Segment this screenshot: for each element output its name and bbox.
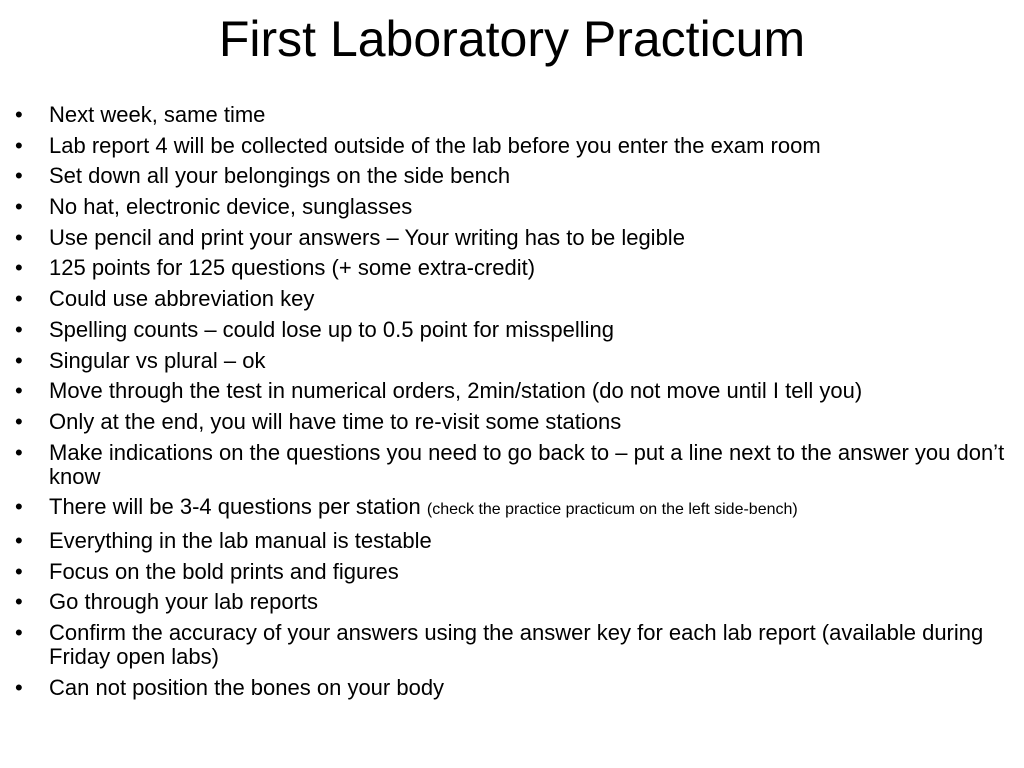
- bullet-icon: •: [15, 674, 23, 700]
- slide-title: First Laboratory Practicum: [218, 11, 806, 67]
- bullet-icon: •: [15, 347, 23, 373]
- bullet-list: [15, 103, 1010, 706]
- bullet-text: Next week, same time: [49, 102, 266, 127]
- bullet-item: [15, 621, 1010, 669]
- bullet-text: Confirm the accuracy of your answers using the answer key for each lab report (available during Friday open labs): [49, 620, 984, 669]
- bullet-icon: •: [15, 132, 23, 158]
- bullet-icon: •: [15, 224, 23, 250]
- bullet-text: 125 points for 125 questions (+ some extra-credit): [49, 255, 536, 281]
- bullet-text: There will be 3-4 questions per station: [49, 494, 427, 520]
- bullet-text: Singular vs plural – ok: [49, 347, 266, 373]
- bullet-item: [15, 441, 1010, 489]
- bullet-item: [15, 529, 1010, 553]
- bullet-icon: •: [15, 163, 23, 189]
- bullet-icon: •: [15, 494, 23, 520]
- bullet-icon: •: [15, 558, 23, 584]
- bullet-item: [15, 134, 1010, 158]
- bullet-icon: •: [15, 439, 23, 465]
- bullet-icon: •: [15, 527, 23, 553]
- bullet-text: Everything in the lab manual is testable: [49, 527, 432, 553]
- bullet-item: [15, 103, 1010, 127]
- bullet-text: Move through the test in numerical orders, 2min/station (do not move until I tell you): [49, 378, 863, 404]
- bullet-icon: •: [15, 378, 23, 404]
- bullet-text: Lab report 4 will be collected outside of the lab before you enter the exam room: [49, 132, 821, 158]
- bullet-item: [15, 226, 1010, 250]
- bullet-item: [15, 318, 1010, 342]
- bullet-text: Only at the end, you will have time to re-visit some stations: [49, 408, 622, 434]
- bullet-text: Use pencil and print your answers – Your writing has to be legible: [49, 224, 685, 250]
- bullet-icon: •: [15, 589, 23, 615]
- bullet-icon: •: [15, 255, 23, 281]
- bullet-item: [15, 590, 1010, 614]
- bullet-item: [15, 164, 1010, 188]
- bullet-item: [15, 495, 1010, 522]
- bullet-item: [15, 560, 1010, 584]
- bullet-item: [15, 287, 1010, 311]
- bullet-text: No hat, electronic device, sunglasses: [49, 194, 413, 220]
- bullet-icon: •: [15, 102, 23, 127]
- bullet-item: [15, 379, 1010, 403]
- bullet-item: [15, 349, 1010, 373]
- bullet-icon: •: [15, 286, 23, 312]
- bullet-icon: •: [15, 620, 23, 645]
- bullet-note: (check the practice practicum on the left side-bench): [426, 501, 798, 519]
- bullet-icon: •: [15, 408, 23, 434]
- bullet-item: [15, 195, 1010, 219]
- bullet-text: Make indications on the questions you need to go back to – put a line next to the answer you don’t know: [49, 439, 1005, 489]
- bullet-text: Go through your lab reports: [49, 589, 319, 615]
- bullet-item: [15, 676, 1010, 700]
- bullet-icon: •: [15, 194, 23, 220]
- bullet-text: Could use abbreviation key: [49, 286, 315, 312]
- bullet-text: Can not position the bones on your body: [49, 674, 445, 700]
- bullet-text: Focus on the bold prints and figures: [49, 558, 399, 584]
- bullet-icon: •: [15, 316, 23, 342]
- bullet-item: [15, 410, 1010, 434]
- bullet-text: Set down all your belongings on the side bench: [49, 163, 511, 189]
- bullet-text: Spelling counts – could lose up to 0.5 point for misspelling: [49, 316, 615, 342]
- bullet-item: [15, 256, 1010, 280]
